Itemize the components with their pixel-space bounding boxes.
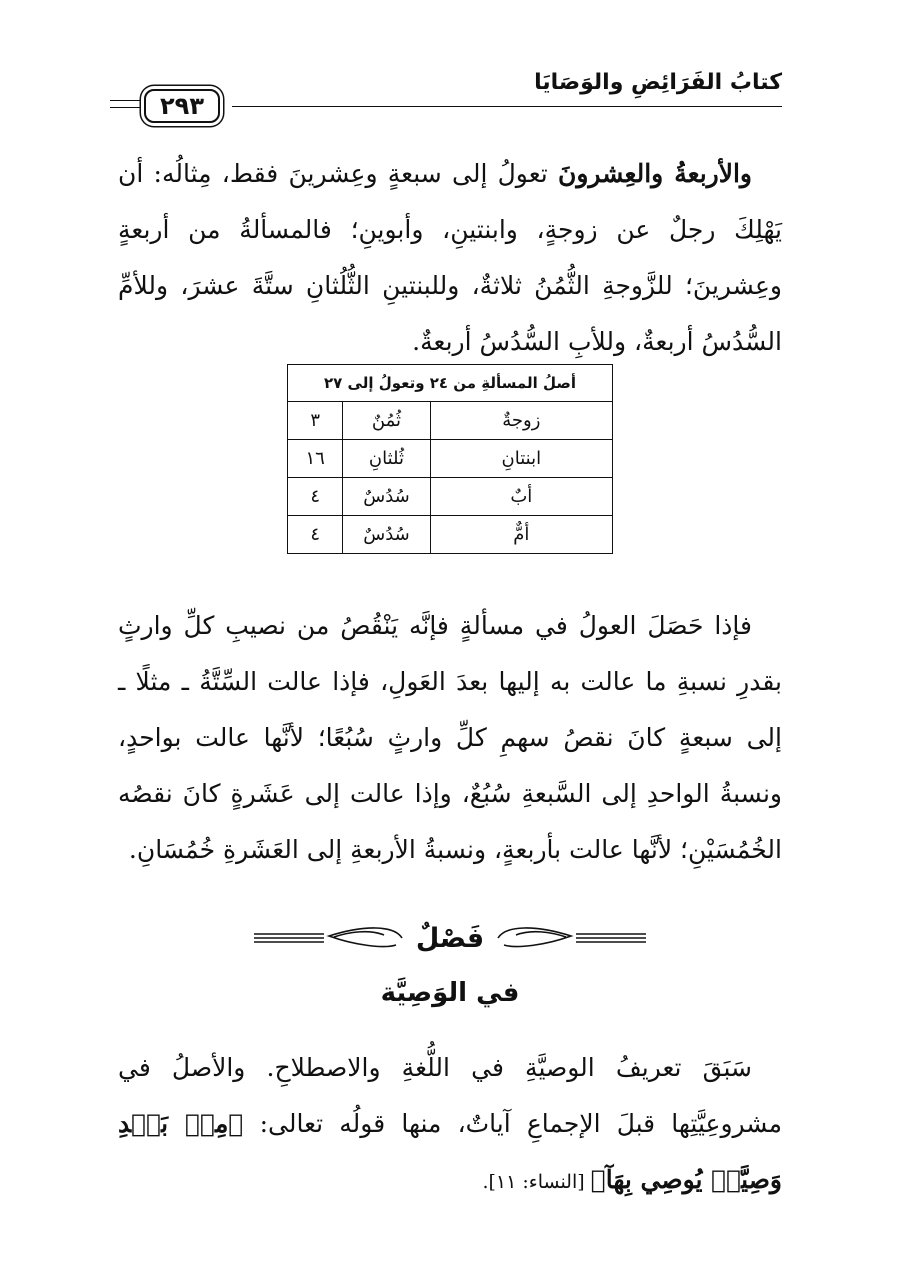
paragraph-wasiyya xyxy=(118,1040,782,1210)
table-row xyxy=(288,516,613,554)
portion-cell: ٤ xyxy=(288,516,343,554)
table-title: أصلُ المسألةِ من ٢٤ وتعولُ إلى ٢٧ xyxy=(288,365,613,402)
paragraph-text: فإذا حَصَلَ العولُ في مسألةٍ فإنَّه يَنْقُصُ من نصيبِ كلِّ وارثٍ بقدرِ نسبةِ ما عالت به إليها بعدَ العَولِ، فإذا عالت السِّتَّةُ ـ مثلًا ـ إلى سبعةٍ كانَ نقصُ سهمِ كلِّ وارثٍ سُبُعًا؛ لأنَّها عالت بواحدٍ، ونسبةُ الواحدِ إلى السَّبعةِ سُبُعٌ، وإذا عالت إلى عَشَرةٍ كانَ نقصُه الخُمُسَيْنِ؛ لأنَّها عالت بأربعةٍ، ونسبةُ الأربعةِ إلى العَشَرةِ خُمُسَانِ. xyxy=(118,611,782,864)
running-title: كتابُ الفَرَائِضِ والوَصَايَا xyxy=(534,70,782,95)
heir-cell: ابنتانِ xyxy=(430,440,612,478)
share-cell: ثُلثانِ xyxy=(343,440,430,478)
table-row xyxy=(288,440,613,478)
chapter-heading: فَصْلٌ xyxy=(415,922,485,954)
lead-bold-phrase: والأربعةُ والعِشرونَ xyxy=(558,159,753,188)
portion-cell: ١٦ xyxy=(288,440,343,478)
table-row xyxy=(288,402,613,440)
paragraph-text: سَبَقَ تعريفُ الوصيَّةِ في اللُّغةِ والاصطلاحِ. والأصلُ في مشروعِيَّتِها قبلَ الإجماعِ آياتٌ، منها قولُه تعالى: xyxy=(118,1053,782,1138)
heir-cell: أمٌّ xyxy=(430,516,612,554)
share-cell: ثُمُنٌ xyxy=(343,402,430,440)
ornament-left-icon xyxy=(254,923,404,953)
quran-quote: ﴿مِنۢ بَعۡدِ وَصِيَّةٖ يُوصِي بِهَآ﴾ xyxy=(118,1109,782,1194)
table-row xyxy=(288,478,613,516)
header-double-rule xyxy=(110,100,140,108)
paragraph-awl-example xyxy=(118,146,782,370)
heir-cell: زوجةٌ xyxy=(430,402,612,440)
share-cell: سُدُسٌ xyxy=(343,478,430,516)
citation: [النساء: ١١]. xyxy=(482,1171,591,1193)
paragraph-text: تعولُ إلى سبعةٍ وعِشرينَ فقط، مِثالُه: أن يَهْلِكَ رجلٌ عن زوجةٍ، وابنتينِ، وأبوينِ؛ فالمسألةُ من أربعةٍ وعِشرينَ؛ للزَّوجةِ الثُّمُنُ ثلاثةٌ، وللبنتينِ الثُّلُثانِ ستَّةَ عشرَ، وللأمِّ السُّدُسُ أربعةٌ، وللأبِ السُّدُسُ أربعةٌ. xyxy=(118,159,782,356)
portion-cell: ٤ xyxy=(288,478,343,516)
ornament-right-icon xyxy=(496,923,646,953)
page-number: ٢٩٣ xyxy=(144,89,220,123)
chapter-ornament xyxy=(248,918,652,958)
heir-cell: أبٌ xyxy=(430,478,612,516)
paragraph-awl-reduction xyxy=(118,598,782,878)
inheritance-shares-table xyxy=(287,364,613,554)
page-number-frame xyxy=(112,86,232,126)
share-cell: سُدُسٌ xyxy=(343,516,430,554)
section-title: في الوَصِيَّة xyxy=(380,978,520,1008)
portion-cell: ٣ xyxy=(288,402,343,440)
